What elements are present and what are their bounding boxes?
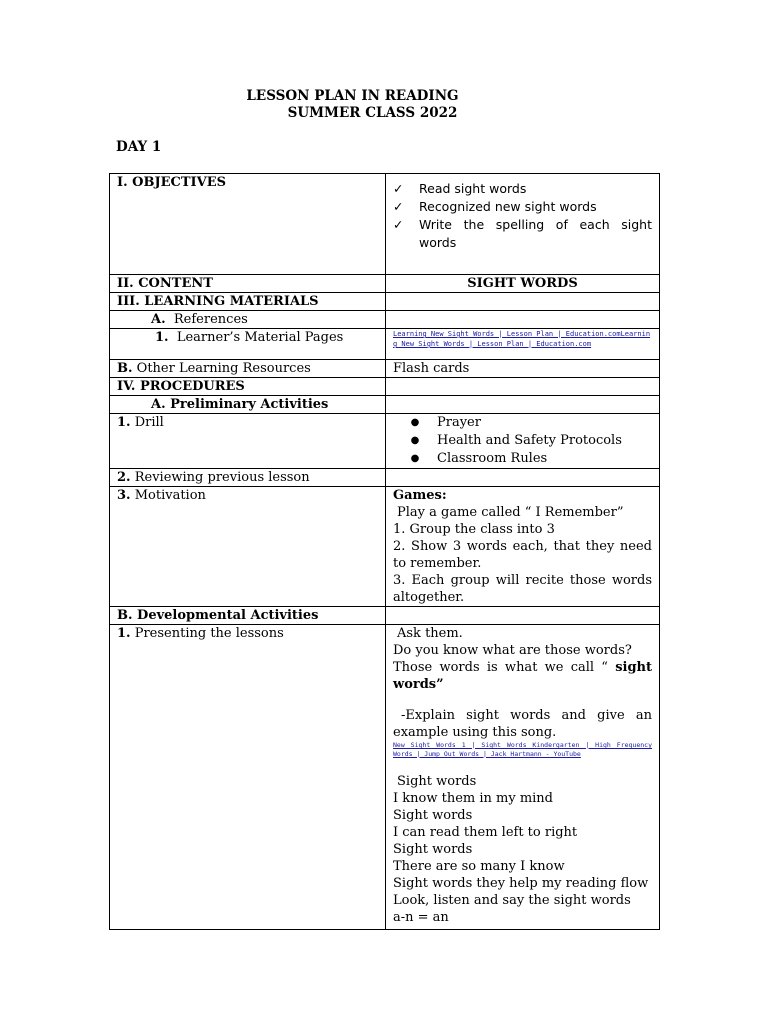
page-title: LESSON PLAN IN READING — [246, 88, 459, 104]
materials-label: III. LEARNING MATERIALS — [110, 293, 386, 311]
motivation-cell — [386, 487, 660, 607]
motivation-label: 3. Motivation — [110, 487, 386, 607]
objective-item: ✓ Recognized new sight words — [393, 199, 597, 214]
song-line: a-n = an — [393, 910, 449, 925]
lesson-plan-table — [109, 173, 660, 930]
other-resources-value: Flash cards — [386, 360, 660, 378]
bullet-icon: ● — [410, 435, 420, 446]
checkmark-icon: ✓ — [393, 181, 404, 196]
drill-item: ● Classroom Rules — [393, 450, 652, 468]
checkmark-icon: ✓ — [393, 199, 404, 214]
objectives-cell — [386, 174, 660, 275]
drill-item: ● Health and Safety Protocols — [393, 432, 652, 450]
procedures-label: IV. PROCEDURES — [110, 378, 386, 396]
drill-item: ● Prayer — [393, 414, 652, 432]
games-title: Games: — [393, 488, 447, 503]
song-line: There are so many I know — [393, 859, 565, 874]
question-text: Do you know what are those words? — [393, 643, 632, 658]
content-value: SIGHT WORDS — [386, 275, 660, 293]
other-resources-label: B. Other Learning Resources — [110, 360, 386, 378]
presenting-cell — [386, 625, 660, 930]
objectives-label: I. OBJECTIVES — [110, 174, 386, 275]
bullet-icon: ● — [410, 417, 420, 428]
content-label: II. CONTENT — [110, 275, 386, 293]
drill-list — [393, 414, 652, 468]
presenting-label: 1. Presenting the lessons — [110, 625, 386, 930]
objective-item: ✓ Write the spelling of each sight words — [393, 217, 652, 250]
song-line: Sight words — [393, 842, 473, 857]
games-line: 2. Show 3 words each, that they need to remember. — [393, 539, 652, 571]
lm-pages-label: 1. Learner’s Material Pages — [110, 329, 386, 360]
song-line: Sight words they help my reading flow — [393, 876, 649, 891]
song-line: Sight words — [397, 774, 477, 789]
games-line: Play a game called “ I Remember” — [397, 505, 624, 520]
explain-text: -Explain sight words and give an example using this song. — [393, 708, 652, 740]
review-label: 2. Reviewing previous lesson — [110, 469, 386, 487]
checkmark-icon: ✓ — [393, 217, 404, 232]
bullet-icon: ● — [410, 453, 420, 464]
preliminary-label: A. Preliminary Activities — [110, 396, 386, 414]
ask-text: Ask them. — [397, 626, 463, 641]
song-line: I can read them left to right — [393, 825, 578, 840]
song-line: Look, listen and say the sight words — [393, 893, 631, 908]
games-line: 3. Each group will recite those words altogether. — [393, 573, 652, 605]
song-link[interactable]: New Sight Words 1 | Sight Words Kindergarten | High Frequency Words | Jump Out Words | Jack Hartmann - YouTube — [393, 741, 652, 758]
song-line: I know them in my mind — [393, 791, 553, 806]
objective-item: ✓ Read sight words — [393, 181, 527, 196]
developmental-label: B. Developmental Activities — [110, 607, 386, 625]
page-subtitle: SUMMER CLASS 2022 — [287, 105, 458, 121]
call-text: Those words is what we call “ sight words” — [393, 660, 652, 692]
references-label: A. References — [110, 311, 386, 329]
day-label: DAY 1 — [116, 139, 162, 155]
lm-pages-link[interactable]: Learning New Sight Words | Lesson Plan | Education.comLearning New Sight Words | Lesson Plan | Education.com — [393, 330, 651, 348]
objectives-list — [393, 180, 652, 252]
drill-label: 1. Drill — [110, 414, 386, 469]
song-line: Sight words — [393, 808, 473, 823]
games-line: 1. Group the class into 3 — [393, 522, 555, 537]
